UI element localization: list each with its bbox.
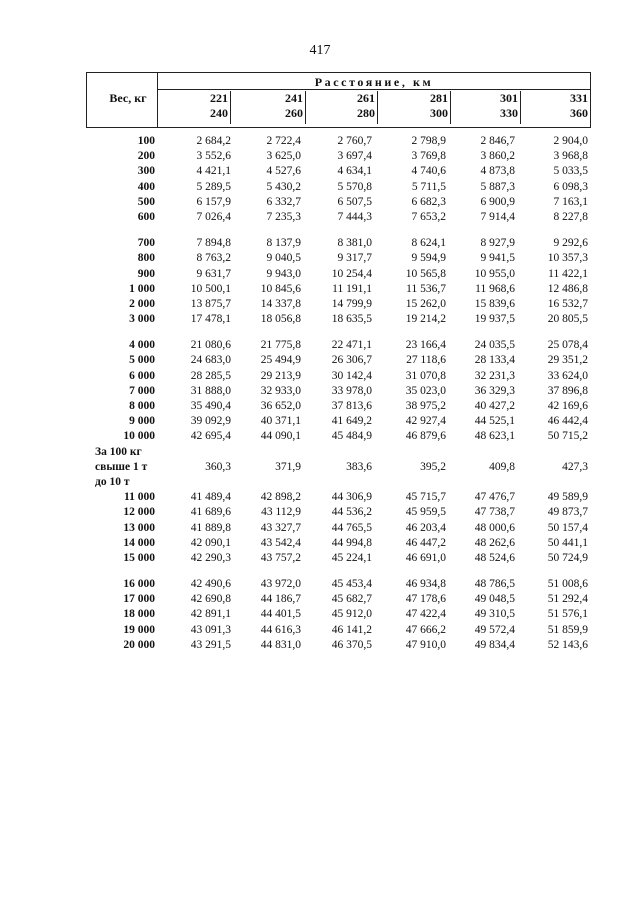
table-cell: 11 191,1	[332, 282, 372, 295]
weight-label: 300	[137, 165, 155, 178]
table-cell: 43 091,3	[190, 623, 231, 636]
table-cell: 3 552,6	[196, 150, 231, 163]
table-row	[0, 461, 640, 476]
table-cell: 44 525,1	[474, 415, 515, 428]
table-cell: 3 625,0	[266, 150, 301, 163]
table-row	[0, 196, 640, 211]
weight-label: 100	[137, 135, 155, 147]
table-cell: 6 900,9	[480, 195, 515, 208]
weight-label: 800	[137, 252, 155, 265]
table-cell: 10 565,8	[405, 267, 446, 280]
distance-to: 360	[570, 106, 588, 120]
table-row	[0, 165, 640, 180]
table-cell: 14 337,8	[260, 297, 301, 310]
weight-label: 8 000	[129, 400, 155, 412]
table-cell: 8 381,0	[337, 237, 372, 250]
table-cell: 46 203,4	[405, 521, 446, 534]
table-cell: 409,8	[489, 460, 515, 473]
weight-label: 14 000	[123, 536, 155, 549]
table-cell: 10 254,4	[331, 267, 372, 280]
distance-from: 331	[570, 91, 588, 105]
table-cell: 44 186,7	[260, 593, 301, 606]
weight-label: 900	[137, 267, 155, 280]
weight-label: 16 000	[123, 578, 155, 591]
table-cell: 48 262,6	[474, 536, 515, 549]
table-row	[0, 181, 640, 196]
table-row	[0, 252, 640, 267]
weight-label: 4 000	[129, 339, 155, 352]
distance-to: 240	[210, 106, 228, 120]
table-cell: 32 933,0	[260, 384, 301, 397]
page-number: 417	[309, 43, 331, 58]
table-cell: 7 026,4	[196, 210, 231, 223]
table-cell: 50 715,2	[547, 430, 588, 443]
table-row	[0, 446, 640, 461]
table-cell: 42 891,1	[190, 608, 231, 621]
weight-label: 1 000	[129, 282, 155, 295]
weight-label: 200	[137, 150, 155, 163]
table-cell: 42 690,8	[190, 593, 231, 606]
table-cell: 11 536,7	[406, 282, 446, 295]
table-cell: 45 453,4	[331, 578, 372, 591]
table-cell: 19 937,5	[474, 313, 515, 326]
weight-label: 2 000	[129, 297, 155, 310]
table-cell: 38 975,2	[405, 400, 446, 412]
table-row	[0, 430, 640, 445]
table-cell: 25 078,4	[547, 339, 588, 352]
table-cell: 46 447,2	[405, 536, 446, 549]
distance-column-header	[305, 91, 378, 124]
table-row	[0, 135, 640, 150]
table-cell: 51 292,4	[547, 593, 588, 606]
table-cell: 44 831,0	[260, 638, 301, 651]
table-row	[0, 298, 640, 313]
table-cell: 49 310,5	[474, 608, 515, 621]
distance-column-header	[520, 91, 591, 124]
table-cell: 16 532,7	[547, 297, 588, 310]
table-cell: 41 689,6	[190, 506, 231, 519]
table-cell: 28 285,5	[190, 369, 231, 382]
distance-to: 330	[500, 106, 518, 120]
table-cell: 37 813,6	[331, 400, 372, 412]
table-cell: 7 163,1	[553, 195, 588, 208]
table-cell: 42 090,1	[190, 536, 231, 549]
table-cell: 5 570,8	[337, 180, 372, 193]
table-cell: 28 133,4	[474, 354, 515, 367]
table-cell: 360,3	[205, 460, 231, 473]
table-cell: 13 875,7	[190, 297, 231, 310]
table-cell: 15 262,0	[405, 297, 446, 310]
table-cell: 5 289,5	[196, 180, 231, 193]
table-cell: 7 894,8	[196, 237, 231, 250]
table-cell: 3 968,8	[553, 150, 588, 163]
table-cell: 12 486,8	[547, 282, 588, 295]
table-cell: 5 033,5	[553, 165, 588, 178]
table-cell: 27 118,6	[406, 354, 446, 367]
table-cell: 11 968,6	[475, 282, 515, 295]
table-cell: 35 023,0	[405, 384, 446, 397]
table-cell: 48 524,6	[474, 551, 515, 564]
weight-label: 20 000	[123, 638, 155, 651]
table-cell: 46 442,4	[547, 415, 588, 428]
weight-label: 19 000	[123, 623, 155, 636]
table-cell: 46 934,8	[405, 578, 446, 591]
table-cell: 9 040,5	[266, 252, 301, 265]
table-cell: 43 757,2	[260, 551, 301, 564]
table-cell: 51 008,6	[547, 578, 588, 591]
table-cell: 7 444,3	[337, 210, 372, 223]
table-cell: 6 098,3	[553, 180, 588, 193]
table-cell: 40 371,1	[260, 415, 301, 428]
weight-label: 6 000	[129, 369, 155, 382]
table-cell: 45 484,9	[331, 430, 372, 443]
table-cell: 3 860,2	[480, 150, 515, 163]
table-row	[0, 400, 640, 415]
table-cell: 11 422,1	[548, 267, 588, 280]
table-row	[0, 608, 640, 623]
table-cell: 2 904,0	[553, 135, 588, 147]
weight-label: 10 000	[123, 430, 155, 443]
table-row	[0, 385, 640, 400]
table-cell: 2 684,2	[196, 135, 231, 147]
distance-from: 261	[357, 91, 375, 105]
distance-from: 241	[285, 91, 303, 105]
distance-from: 301	[500, 91, 518, 105]
table-cell: 37 896,8	[547, 384, 588, 397]
table-cell: 44 765,5	[331, 521, 372, 534]
weight-label: 15 000	[123, 551, 155, 564]
table-row	[0, 593, 640, 608]
table-cell: 43 291,5	[190, 638, 231, 651]
table-cell: 44 401,5	[260, 608, 301, 621]
table-cell: 7 653,2	[411, 210, 446, 223]
table-cell: 17 478,1	[190, 313, 231, 326]
table-cell: 46 141,2	[331, 623, 372, 636]
distance-from: 281	[430, 91, 448, 105]
table-cell: 44 536,2	[331, 506, 372, 519]
table-cell: 42 927,4	[405, 415, 446, 428]
table-cell: 4 527,6	[266, 165, 301, 178]
table-cell: 20 805,5	[547, 313, 588, 326]
table-row	[0, 491, 640, 506]
table-cell: 2 846,7	[480, 135, 515, 147]
table-row	[0, 476, 640, 491]
table-cell: 47 910,0	[405, 638, 446, 651]
table-row	[0, 552, 640, 567]
table-cell: 52 143,6	[547, 638, 588, 651]
table-cell: 42 290,3	[190, 551, 231, 564]
table-row	[0, 354, 640, 369]
table-cell: 44 306,9	[331, 491, 372, 504]
table-cell: 6 157,9	[196, 195, 231, 208]
table-cell: 4 421,1	[196, 165, 231, 178]
table-cell: 47 476,7	[474, 491, 515, 504]
weight-label: 13 000	[123, 521, 155, 534]
table-cell: 9 631,7	[196, 267, 231, 280]
table-cell: 45 959,5	[405, 506, 446, 519]
weight-label: 500	[137, 195, 155, 208]
table-row	[0, 237, 640, 252]
table-cell: 41 649,2	[331, 415, 372, 428]
table-cell: 44 994,8	[331, 536, 372, 549]
weight-label: 600	[137, 210, 155, 223]
weight-label: 11 000	[124, 491, 155, 504]
table-cell: 8 624,1	[411, 237, 446, 250]
weight-label: 18 000	[123, 608, 155, 621]
weight-label: 400	[137, 180, 155, 193]
weight-label: 17 000	[123, 593, 155, 606]
table-cell: 48 000,6	[474, 521, 515, 534]
table-cell: 35 490,4	[190, 400, 231, 412]
distance-column-header	[377, 91, 451, 124]
table-cell: 46 370,5	[331, 638, 372, 651]
table-cell: 21 775,8	[260, 339, 301, 352]
table-cell: 18 056,8	[260, 313, 301, 326]
table-cell: 47 422,4	[405, 608, 446, 621]
distance-column-header	[230, 91, 306, 124]
distance-to: 300	[430, 106, 448, 120]
table-cell: 8 927,9	[480, 237, 515, 250]
table-cell: 6 682,3	[411, 195, 446, 208]
table-cell: 25 494,9	[260, 354, 301, 367]
table-row	[0, 522, 640, 537]
table-cell: 44 616,3	[260, 623, 301, 636]
table-cell: 22 471,1	[331, 339, 372, 352]
distance-column-header	[450, 91, 521, 124]
table-cell: 10 357,3	[547, 252, 588, 265]
table-cell: 8 763,2	[196, 252, 231, 265]
table-cell: 50 724,9	[547, 551, 588, 564]
table-cell: 47 178,6	[405, 593, 446, 606]
table-cell: 31 888,0	[190, 384, 231, 397]
table-cell: 40 427,2	[474, 400, 515, 412]
table-cell: 47 666,2	[405, 623, 446, 636]
table-cell: 32 231,3	[474, 369, 515, 382]
table-cell: 49 572,4	[474, 623, 515, 636]
table-row	[0, 537, 640, 552]
table-cell: 383,6	[346, 460, 372, 473]
table-cell: 43 542,4	[260, 536, 301, 549]
distance-column-header	[157, 91, 231, 124]
tariff-table-body	[0, 135, 640, 654]
table-cell: 3 769,8	[411, 150, 446, 163]
table-cell: 50 441,1	[547, 536, 588, 549]
table-cell: 371,9	[275, 460, 301, 473]
table-cell: 45 912,0	[331, 608, 372, 621]
table-cell: 8 227,8	[553, 210, 588, 223]
table-cell: 6 332,7	[266, 195, 301, 208]
table-cell: 49 873,7	[547, 506, 588, 519]
table-cell: 2 760,7	[337, 135, 372, 147]
table-cell: 427,3	[562, 460, 588, 473]
table-cell: 29 213,9	[260, 369, 301, 382]
table-cell: 9 292,6	[553, 237, 588, 250]
weight-label: до 10 т	[95, 475, 130, 488]
table-row	[0, 268, 640, 283]
table-cell: 18 635,5	[331, 313, 372, 326]
table-cell: 24 035,5	[474, 339, 515, 352]
table-cell: 42 898,2	[260, 491, 301, 504]
table-row	[0, 506, 640, 521]
table-cell: 43 327,7	[260, 521, 301, 534]
table-cell: 31 070,8	[405, 369, 446, 382]
distance-from: 221	[210, 91, 228, 105]
table-cell: 7 235,3	[266, 210, 301, 223]
table-cell: 7 914,4	[480, 210, 515, 223]
weight-label: 7 000	[129, 384, 155, 397]
table-cell: 51 576,1	[547, 608, 588, 621]
table-cell: 36 652,0	[260, 400, 301, 412]
table-row	[0, 339, 640, 354]
table-cell: 23 166,4	[405, 339, 446, 352]
table-cell: 49 589,9	[547, 491, 588, 504]
table-row	[0, 150, 640, 165]
table-cell: 15 839,6	[474, 297, 515, 310]
table-cell: 33 624,0	[547, 369, 588, 382]
table-cell: 48 623,1	[474, 430, 515, 443]
table-row	[0, 283, 640, 298]
table-row	[0, 370, 640, 385]
weight-label: 12 000	[123, 506, 155, 519]
table-cell: 9 943,0	[266, 267, 301, 280]
table-cell: 46 879,6	[405, 430, 446, 443]
table-cell: 4 873,8	[480, 165, 515, 178]
table-cell: 45 715,7	[405, 491, 446, 504]
table-cell: 8 137,9	[266, 237, 301, 250]
table-cell: 2 722,4	[266, 135, 301, 147]
table-cell: 5 887,3	[480, 180, 515, 193]
table-cell: 44 090,1	[260, 430, 301, 443]
table-cell: 21 080,6	[190, 339, 231, 352]
table-cell: 43 112,9	[261, 506, 301, 519]
table-cell: 47 738,7	[474, 506, 515, 519]
table-cell: 39 092,9	[190, 415, 231, 428]
table-cell: 9 941,5	[480, 252, 515, 265]
table-cell: 26 306,7	[331, 354, 372, 367]
table-cell: 36 329,3	[474, 384, 515, 397]
table-cell: 48 786,5	[474, 578, 515, 591]
table-cell: 41 889,8	[190, 521, 231, 534]
table-cell: 45 682,7	[331, 593, 372, 606]
weight-column-header: Вес, кг	[109, 91, 147, 105]
table-cell: 14 799,9	[331, 297, 372, 310]
table-cell: 30 142,4	[331, 369, 372, 382]
table-cell: 43 972,0	[260, 578, 301, 591]
table-cell: 19 214,2	[405, 313, 446, 326]
table-cell: 46 691,0	[405, 551, 446, 564]
table-cell: 10 845,6	[260, 282, 301, 295]
distance-header: Расстояние, км	[314, 75, 434, 89]
table-cell: 50 157,4	[547, 521, 588, 534]
table-cell: 49 834,4	[474, 638, 515, 651]
table-cell: 4 634,1	[337, 165, 372, 178]
table-cell: 45 224,1	[331, 551, 372, 564]
table-row	[0, 313, 640, 328]
weight-label: За 100 кг	[95, 445, 142, 458]
table-row	[0, 624, 640, 639]
table-row	[0, 639, 640, 654]
table-cell: 49 048,5	[474, 593, 515, 606]
weight-label: свыше 1 т	[95, 460, 148, 473]
table-cell: 3 697,4	[337, 150, 372, 163]
weight-label: 700	[137, 237, 155, 250]
table-cell: 5 430,2	[266, 180, 301, 193]
table-cell: 5 711,5	[411, 180, 446, 193]
table-cell: 51 859,9	[547, 623, 588, 636]
table-cell: 6 507,5	[337, 195, 372, 208]
weight-label: 3 000	[129, 313, 155, 326]
table-cell: 41 489,4	[190, 491, 231, 504]
table-row	[0, 415, 640, 430]
table-cell: 10 500,1	[190, 282, 231, 295]
table-cell: 9 317,7	[337, 252, 372, 265]
table-cell: 9 594,9	[411, 252, 446, 265]
weight-label: 9 000	[129, 415, 155, 428]
table-row	[0, 578, 640, 593]
table-cell: 29 351,2	[547, 354, 588, 367]
table-cell: 10 955,0	[474, 267, 515, 280]
distance-to: 260	[285, 106, 303, 120]
table-cell: 2 798,9	[411, 135, 446, 147]
table-cell: 33 978,0	[331, 384, 372, 397]
table-cell: 42 695,4	[190, 430, 231, 443]
table-cell: 24 683,0	[190, 354, 231, 367]
table-cell: 42 169,6	[547, 400, 588, 412]
table-cell: 4 740,6	[411, 165, 446, 178]
table-cell: 395,2	[420, 460, 446, 473]
table-cell: 42 490,6	[190, 578, 231, 591]
weight-label: 5 000	[129, 354, 155, 367]
table-row	[0, 211, 640, 226]
distance-to: 280	[357, 106, 375, 120]
